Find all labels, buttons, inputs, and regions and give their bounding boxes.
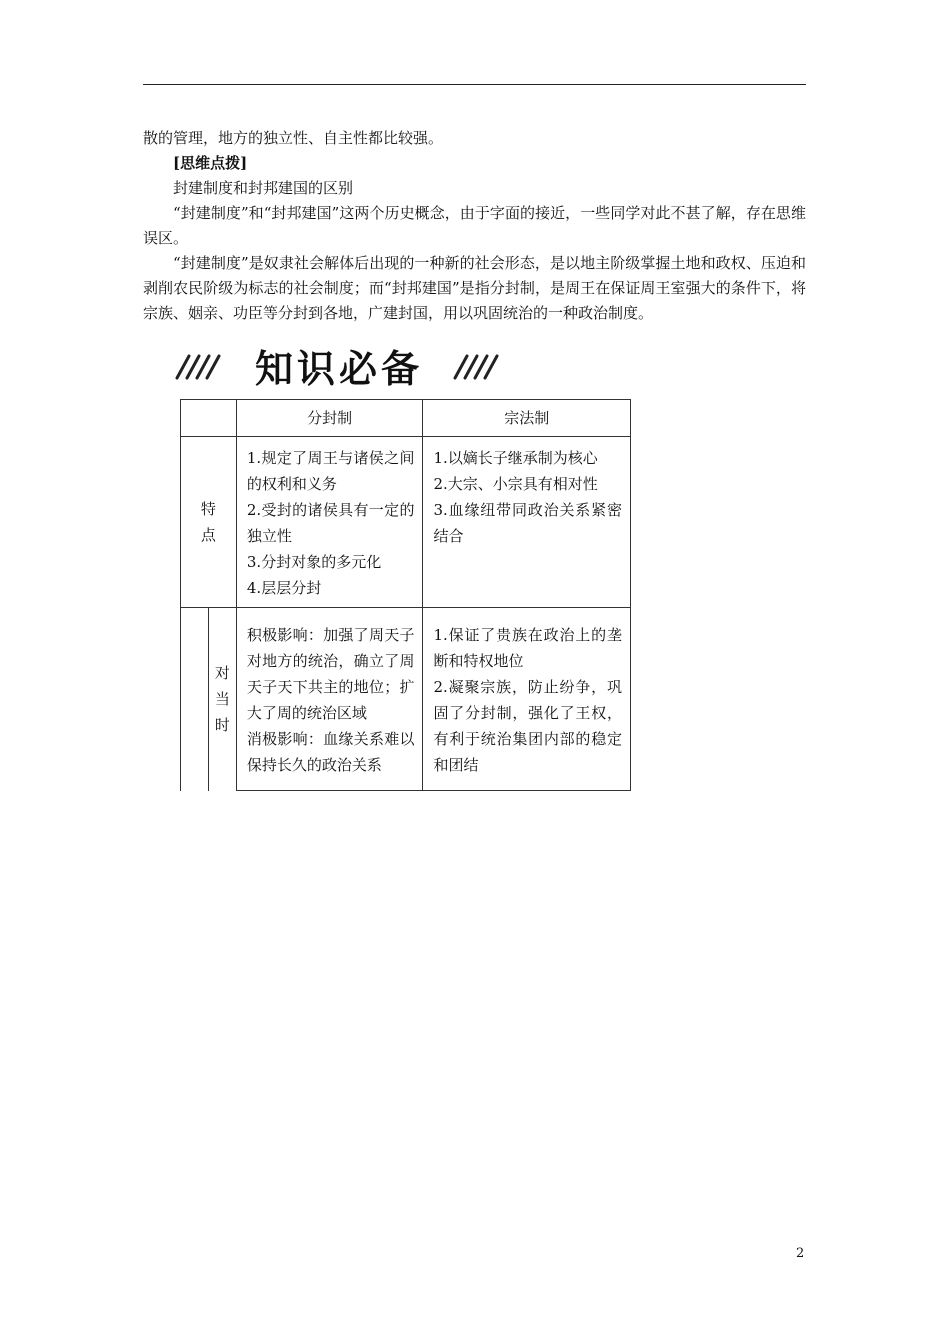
row-label-impact-text: 对当时: [214, 664, 230, 735]
table-header-row: [181, 400, 631, 437]
header-rule: [143, 84, 806, 85]
table-corner-cell: [181, 400, 237, 437]
list-item: 3.血缘纽带同政治关系紧密结合: [433, 501, 622, 545]
list-item: 1.规定了周王与诸侯之间的权利和义务: [246, 449, 415, 493]
list-item: 4.层层分封: [246, 579, 322, 597]
section-heading: [思维点拨]: [173, 154, 248, 172]
table-row-impact: [181, 608, 631, 791]
list-item: 1.保证了贵族在政治上的垄断和特权地位: [433, 626, 622, 670]
list-item: 2.凝聚宗族，防止纷争，巩固了分封制，强化了王权，有利于统治集团内部的稳定和团结: [433, 678, 622, 774]
page-number: 2: [796, 1246, 805, 1261]
row-label-features-text: 特点: [200, 500, 216, 544]
cell-fenfeng-impact: [236, 608, 423, 791]
list-item: 消极影响：血缘关系难以保持长久的政治关系: [246, 730, 415, 774]
paragraph-definitions: “封建制度”是奴隶社会解体后出现的一种新的社会形态，是以地主阶级掌握土地和政权、压迫和剥削农民阶级为标志的社会制度；而“封邦建国”是指分封制，是周王在保证周王室强大的条件下，将宗族、姻亲、功臣等分封到各地，广建封国，用以巩固统治的一种政治制度。: [143, 254, 806, 322]
list-item: 2.受封的诸侯具有一定的独立性: [246, 501, 415, 545]
table-row-features: [181, 437, 631, 608]
banner-title: 知识必备: [255, 347, 424, 391]
list-item: 2.大宗、小宗具有相对性: [433, 475, 598, 493]
cell-zongfa-features: [423, 437, 631, 608]
list-item: 1.以嫡长子继承制为核心: [433, 449, 598, 467]
row-label-impact: [208, 608, 236, 791]
row-label-features: [181, 437, 237, 608]
cell-zongfa-impact: [423, 608, 631, 791]
row-outer-label-cell: [181, 608, 209, 791]
paragraph-concepts: “封建制度”和“封邦建国”这两个历史概念，由于字面的接近，一些同学对此不甚了解，存在思维误区。: [143, 204, 806, 247]
table-header-fenfeng: 分封制: [236, 400, 423, 437]
paragraph-continuation: 散的管理，地方的独立性、自主性都比较强。: [143, 129, 444, 147]
list-item: 3.分封对象的多元化: [246, 553, 382, 571]
list-item: 积极影响：加强了周天子对地方的统治，确立了周天子天下共主的地位；扩大了周的统治区域: [246, 626, 415, 722]
comparison-table: [180, 399, 631, 791]
banner-slashes-right: [455, 356, 497, 378]
sub-heading: 封建制度和封邦建国的区别: [173, 179, 354, 197]
table-header-zongfa: 宗法制: [423, 400, 631, 437]
banner-slashes-left: [177, 356, 219, 378]
cell-fenfeng-features: [236, 437, 423, 608]
